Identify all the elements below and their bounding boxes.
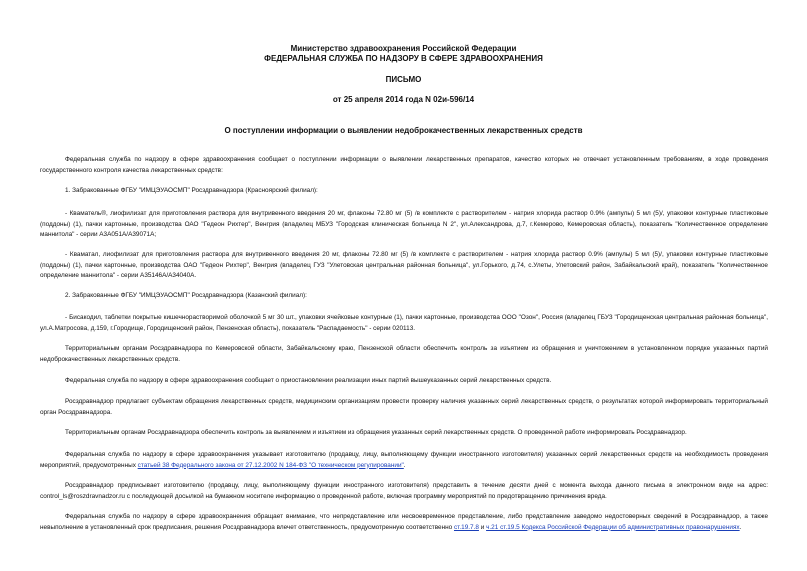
document-subject: О поступлении информации о выявлении недоброкачественных лекарственных средств (224, 126, 583, 135)
paragraph-territorial-control: Территориальным органам Росздравнадзора по Кемеровской области, Забайкальскому краю, Пензенской области обеспечить контроль за изъятием из обращения и уничтожением в установленном порядке указанных партий недоброкачественных лекарственных средств. (40, 345, 768, 363)
paragraph-manufacturer-measures (40, 450, 768, 471)
paragraph-check-availability: Росздравнадзор предлагает субъектам обращения лекарственных средств, медицинским организациям провести проверку наличия указанных серий лекарственных средств, о результатах которой информировать территориальный орган Росздравнадзора. (40, 398, 768, 416)
article-19-5-koap-link[interactable]: ч.21 ст.19.5 Кодекса Российской Федерации об административных правонарушениях (486, 523, 740, 531)
paragraph-prescription: Росздравнадзор предписывает изготовителю (продавцу, лицу, выполняющему функции иностранного изготовителя) представить в течение десяти дней с момента выхода данного письма в электронном виде на адрес: control_ls@roszdravnadzor.ru с последующей досылкой на бумажном носителе информацию о проведенной работе, включая программу мероприятий по предотвращению причинения вреда. (40, 482, 768, 500)
paragraph-suspension: Федеральная служба по надзору в сфере здравоохранения сообщает о приостановлении реализации иных партий вышеуказанных серий лекарственных средств. (65, 377, 552, 384)
paragraph-item-bisacodyl: - Бисакодил, таблетки покрытые кишечнорастворимой оболочкой 5 мг 30 шт., упаковки ячейковые контурные (1), пачки картонные, производства ООО "Озон", Россия (владелец ГБУЗ "Городищенская центральная районная больница", ул.А.Матросова, д.159, г.Городище, Городищенский район, Пензенская область), показатель "Распадаемость" - серии 020113. (40, 314, 768, 332)
paragraph-intro: Федеральная служба по надзору в сфере здравоохранения сообщает о поступлении информации о выявлении лекарственных препаратов, качество которых не отвечает установленным требованиям, в ходе проведения государственного контроля качества лекарственных средств: (40, 156, 768, 174)
paragraph-territorial-withdrawal: Территориальным органам Росздравнадзора обеспечить контроль за выявлением и изъятием из обращения указанных серий лекарственных средств. О проведенной работе информировать Росздравнадзор. (65, 429, 687, 436)
paragraph-liability (40, 512, 768, 533)
paragraph-section-2: 2. Забракованные ФГБУ "ИМЦЭУАОСМП" Росздравнадзора (Казанский филиал): (65, 292, 307, 299)
article-19-7-8-link[interactable]: ст.19.7.8 (453, 523, 479, 531)
paragraph-text: Федеральная служба по надзору в сфере здравоохранения указывает изготовителю (продавцу, лицу, выполняющему функции иностранного изготовителя) указанных серий лекарственных средств на необходимость проведения мероприятий, предусмотренных (40, 451, 768, 469)
document-type: ПИСЬМО (385, 75, 422, 84)
paragraph-item-kvamatal: - Кваматал, лиофилизат для приготовления раствора для внутривенного введения 20 мг, флаконы 72.80 мг (5) /в комплекте с растворителем - натрия хлорида раствор 0.9% (ампулы) 5 мл (5)/, упаковки контурные пластиковые (поддоны) (1), пачки картонные, производства ОАО "Гедеон Рихтер", Венгрия (владелец ГУЗ "Улетовская центральная районная больница", ул.Горького, д.74, с.Улеты, Улетовский район, Забайкальский край), показатель "Количественное определение маннитола" - серии A35146A/A34040A. (40, 251, 768, 279)
ministry-name: Министерство здравоохранения Российской Федерации (290, 44, 517, 53)
paragraph-item-kvamatel: - Кваматель®, лиофилизат для приготовления раствора для внутривенного введения 20 мг, флаконы 72.80 мг (5) /в комплекте с растворителем - натрия хлорида раствор 0.9% (ампулы) 5 мл (5)/, упаковки контурные пластиковые (поддоны) (1), пачки картонные, производства ОАО "Гедеон Рихтер", Венгрия (владелец МБУЗ "Городская клиническая больница N 2", ул.Александрова, д.7, г.Кемерово, Кемеровская область), показатель "Количественное определение маннитола" - серии A3A051A/A39071A; (40, 210, 768, 238)
paragraph-text: и (478, 523, 487, 531)
paragraph-section-1: 1. Забракованные ФГБУ "ИМЦЭУАОСМП" Росздравнадзора (Красноярский филиал): (65, 187, 318, 194)
paragraph-text: Федеральная служба по надзору в сфере здравоохранения обращает внимание, что непредставление или несвоевременное представление, либо представление заведомо недостоверных сведений в Росздравнадзор, а также невыполнение в установленный срок предписания, решения Росздравнадзора влечет ответственность, предусмотренную соответственно (40, 513, 768, 531)
paragraph-text: . (739, 523, 742, 531)
paragraph-text: . (403, 461, 406, 469)
agency-name: ФЕДЕРАЛЬНАЯ СЛУЖБА ПО НАДЗОРУ В СФЕРЕ ЗДРАВООХРАНЕНИЯ (264, 54, 543, 63)
law-184-fz-link[interactable]: статьей 38 Федерального закона от 27.12.2002 N 184-ФЗ "О техническом регулировании" (137, 461, 404, 469)
document-date-number: от 25 апреля 2014 года N 02и-596/14 (332, 95, 475, 104)
